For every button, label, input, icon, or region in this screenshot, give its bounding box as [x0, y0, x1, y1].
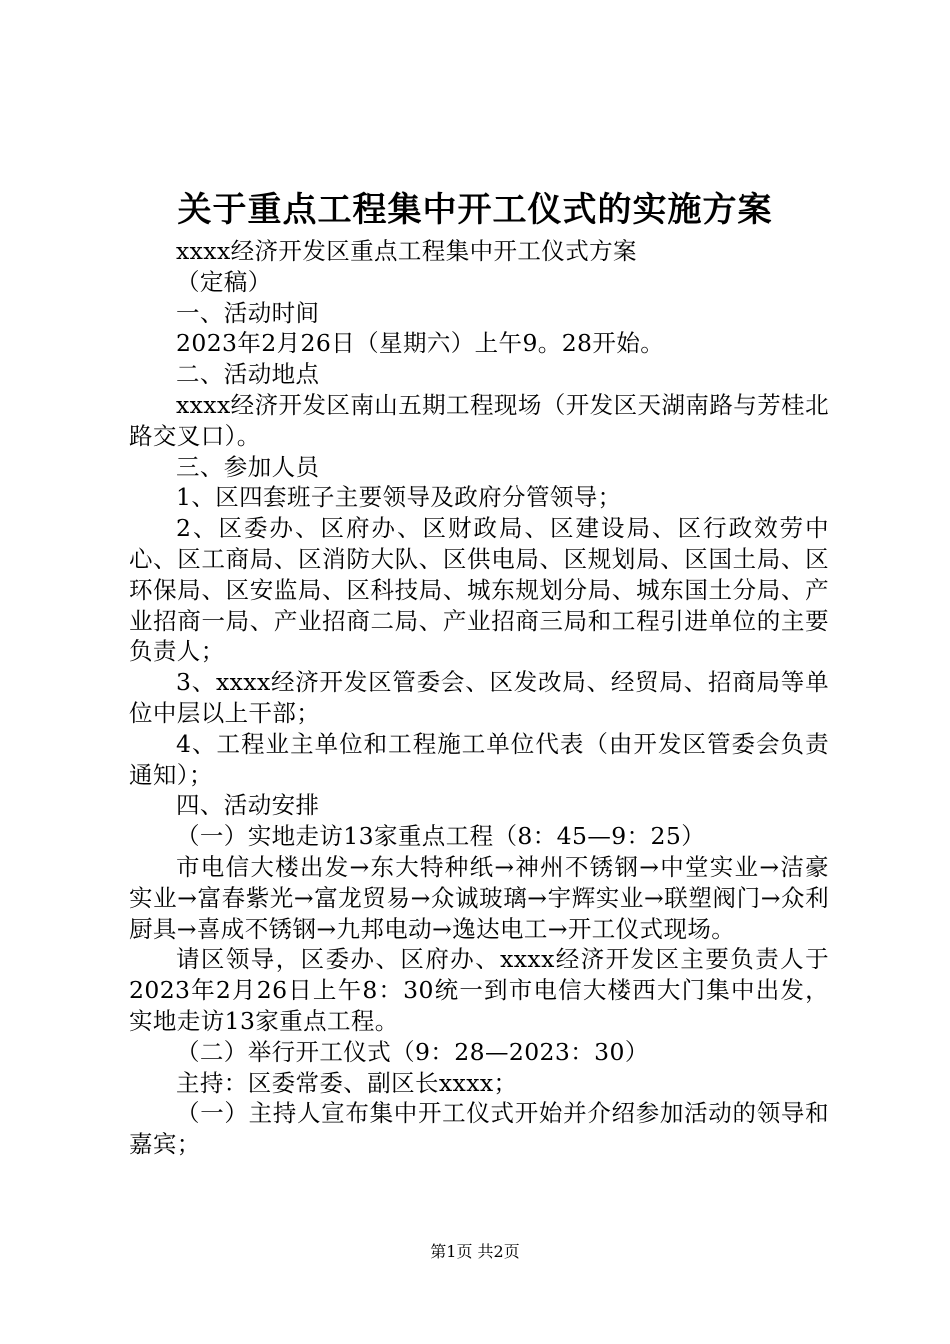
paragraph-ceremony-step-1: （一）主持人宣布集中开工仪式开始并介绍参加活动的领导和嘉宾； — [129, 1099, 829, 1159]
paragraph-time: 2023年2月26日（星期六）上午9。28开始。 — [176, 329, 665, 358]
document-title: 关于重点工程集中开工仪式的实施方案 — [177, 190, 773, 230]
paragraph-location: xxxx经济开发区南山五期工程现场（开发区天湖南路与芳桂北路交叉口）。 — [129, 390, 829, 450]
paragraph-participants-4: 4、工程业主单位和工程施工单位代表（由开发区管委会负责通知）； — [129, 729, 829, 789]
section-heading-location: 二、活动地点 — [176, 360, 320, 389]
paragraph-schedule-ceremony: （二）举行开工仪式（9：28—2023：30） — [176, 1037, 649, 1066]
paragraph-participants-2: 2、区委办、区府办、区财政局、区建设局、区行政效劳中心、区工商局、区消防大队、区供电局、区规划局、区国土局、区环保局、区安监局、区科技局、城东规划分局、城东国土分局、产业招商一局、产业招商二局、产业招商三局和工程引进单位的主要负责人； — [129, 514, 829, 666]
paragraph-schedule-visit: （一）实地走访13家重点工程（8：45—9：25） — [176, 822, 706, 851]
paragraph-visit-assembly: 请区领导，区委办、区府办、xxxx经济开发区主要负责人于2023年2月26日上午8：30统一到市电信大楼西大门集中出发，实地走访13家重点工程。 — [129, 945, 829, 1035]
paragraph-participants-1: 1、区四套班子主要领导及政府分管领导； — [176, 483, 622, 512]
document-body — [129, 236, 829, 1160]
section-heading-participants: 三、参加人员 — [176, 452, 320, 481]
page-footer: 第1页 共2页 — [430, 1242, 520, 1261]
paragraph-participants-3: 3、xxxx经济开发区管委会、区发改局、经贸局、招商局等单位中层以上干部； — [129, 668, 829, 727]
section-heading-time: 一、活动时间 — [176, 298, 320, 327]
paragraph-host: 主持：区委常委、副区长xxxx； — [176, 1068, 518, 1097]
paragraph-draft-note: （定稿） — [176, 267, 272, 296]
section-heading-schedule: 四、活动安排 — [176, 791, 320, 820]
paragraph-subtitle: xxxx经济开发区重点工程集中开工仪式方案 — [176, 237, 637, 265]
paragraph-visit-route: 市电信大楼出发→东大特种纸→神州不锈钢→中堂实业→洁豪实业→富春紫光→富龙贸易→众诚玻璃→宇辉实业→联塑阀门→众利厨具→喜成不锈钢→九邦电动→逸达电工→开工仪式现场。 — [129, 852, 829, 943]
